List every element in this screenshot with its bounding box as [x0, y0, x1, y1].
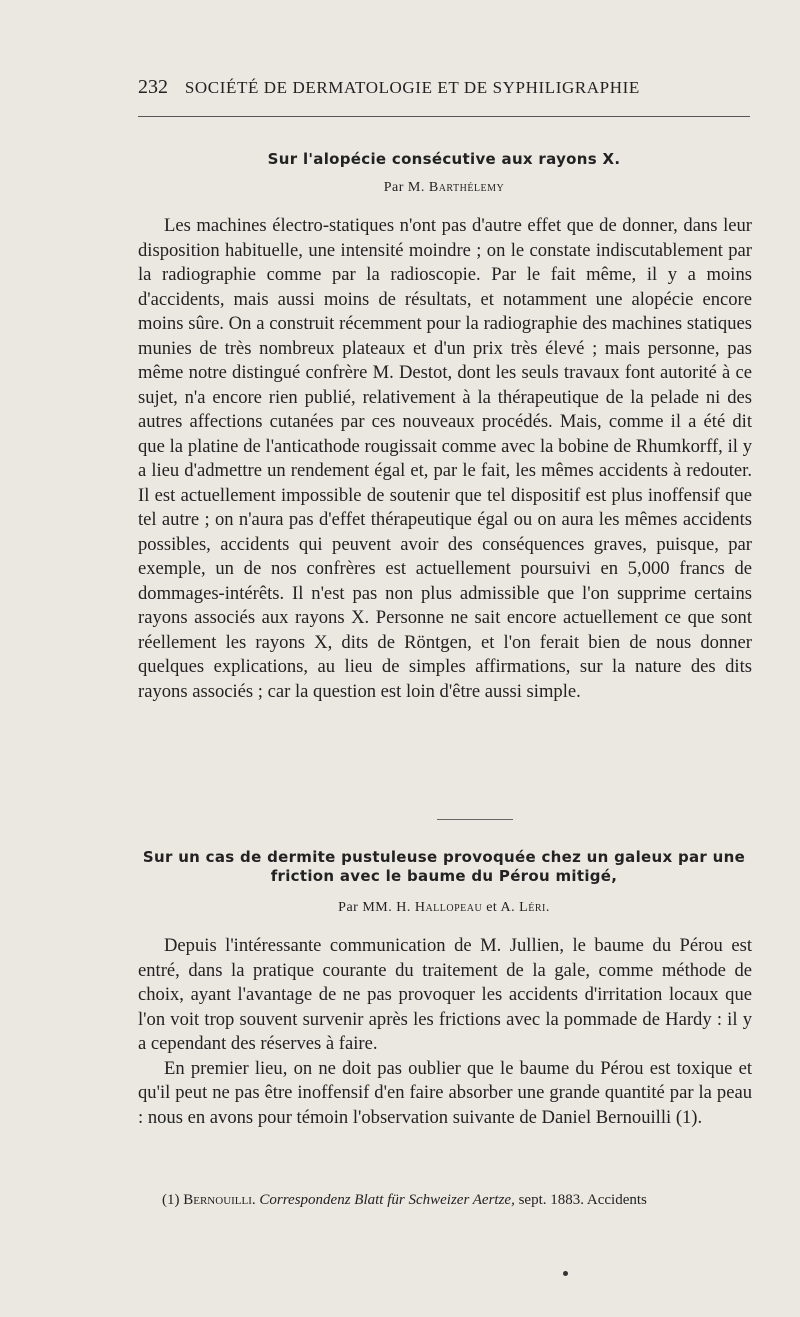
article2-paragraph-1: Depuis l'intéressante communication de M. Jullien, le baume du Pérou est entré, dans la pratique courante du traitement de la gale, comme méthode de choix, ayant l'avantage de ne pas provoquer les accidents d'irritation locaux que l'on voit trop souvent survenir après les frictions avec la pommade de Hardy : il y a cependant des réserves à faire.	[138, 935, 752, 1054]
article2-byline-prefix: Par MM. H.	[338, 900, 411, 915]
article1-byline	[138, 180, 750, 196]
section-separator	[437, 819, 513, 820]
article1-author: Barthélemy	[428, 180, 505, 195]
footnote-rest: sept. 1883. Accidents	[518, 1192, 647, 1208]
article2-body	[138, 934, 752, 1130]
article1-byline-prefix: Par M.	[383, 180, 425, 195]
page-number: 232	[138, 76, 168, 98]
article2-author2: Léri.	[519, 900, 550, 915]
printer-mark	[563, 1271, 568, 1276]
running-title: SOCIÉTÉ DE DERMATOLOGIE ET DE SYPHILIGRAPHIE	[184, 78, 640, 97]
footnote	[162, 1192, 762, 1209]
footnote-author: Bernouilli.	[183, 1192, 256, 1208]
article2-author1: Hallopeau	[414, 900, 483, 915]
article1-paragraph: Les machines électro-statiques n'ont pas d'autre effet que de donner, dans leur disposition habituelle, une intensité moindre ; on le constate indiscutablement par la radiographie comme par la radioscopie. Par le fait même, il y a moins d'accidents, mais aussi moins de résultats, et notamment une alopécie encore moins sûre. On a construit récemment pour la radiographie des machines statiques munies de très nombreux plateaux et d'un prix très élevé ; mais personne, pas même notre distingué confrère M. Destot, dont les seuls travaux font autorité à ce sujet, n'a encore rien publié, relativement à la thérapeutique de la pelade ni des autres affections cutanées par ces nouveaux procédés. Mais, comme il a été dit que la platine de l'anticathode rougissait comme avec la bobine de Rhumkorff, il y a lieu d'admettre un rendement égal et, par le fait, les mêmes accidents à redouter. Il est actuellement impossible de soutenir que tel dispositif est plus inoffensif que tel autre ; on n'aura pas d'effet thérapeutique égal ou on aura les mêmes accidents possibles, accidents qui peuvent avoir des conséquences graves, puisque, par exemple, un de nos confrères est actuellement poursuivi en 5,000 francs de dommages-intérêts. Il n'est pas non plus admissible que l'on supprime certains rayons associés aux rayons X. Personne ne sait encore actuellement ce que sont réellement les rayons X, dits de Röntgen, et l'on ferait bien de nous donner quelques explications, au lieu de simples affirmations, sur la nature des dits rayons associés ; car la question est loin d'être aussi simple.	[138, 215, 752, 702]
article1-title: Sur l'alopécie consécutive aux rayons X.	[267, 150, 621, 168]
header-rule	[138, 116, 750, 117]
running-header	[138, 76, 758, 99]
footnote-journal: Correspondenz Blatt für Schweizer Aertze,	[259, 1192, 515, 1208]
article2-byline	[138, 900, 750, 916]
article2-title: Sur un cas de dermite pustuleuse provoquée chez un galeux par une friction avec le baume du Pérou mitigé,	[142, 848, 746, 885]
article2-byline-connector: et A.	[486, 900, 516, 915]
footnote-marker: (1)	[162, 1192, 180, 1208]
article2-paragraph-2: En premier lieu, on ne doit pas oublier que le baume du Pérou est toxique et qu'il peut ne pas être inoffensif d'en faire absorber une grande quantité par la peau : nous en avons pour témoin l'observation suivante de Daniel Bernouilli (1).	[138, 1057, 752, 1128]
article1-body	[138, 214, 752, 704]
